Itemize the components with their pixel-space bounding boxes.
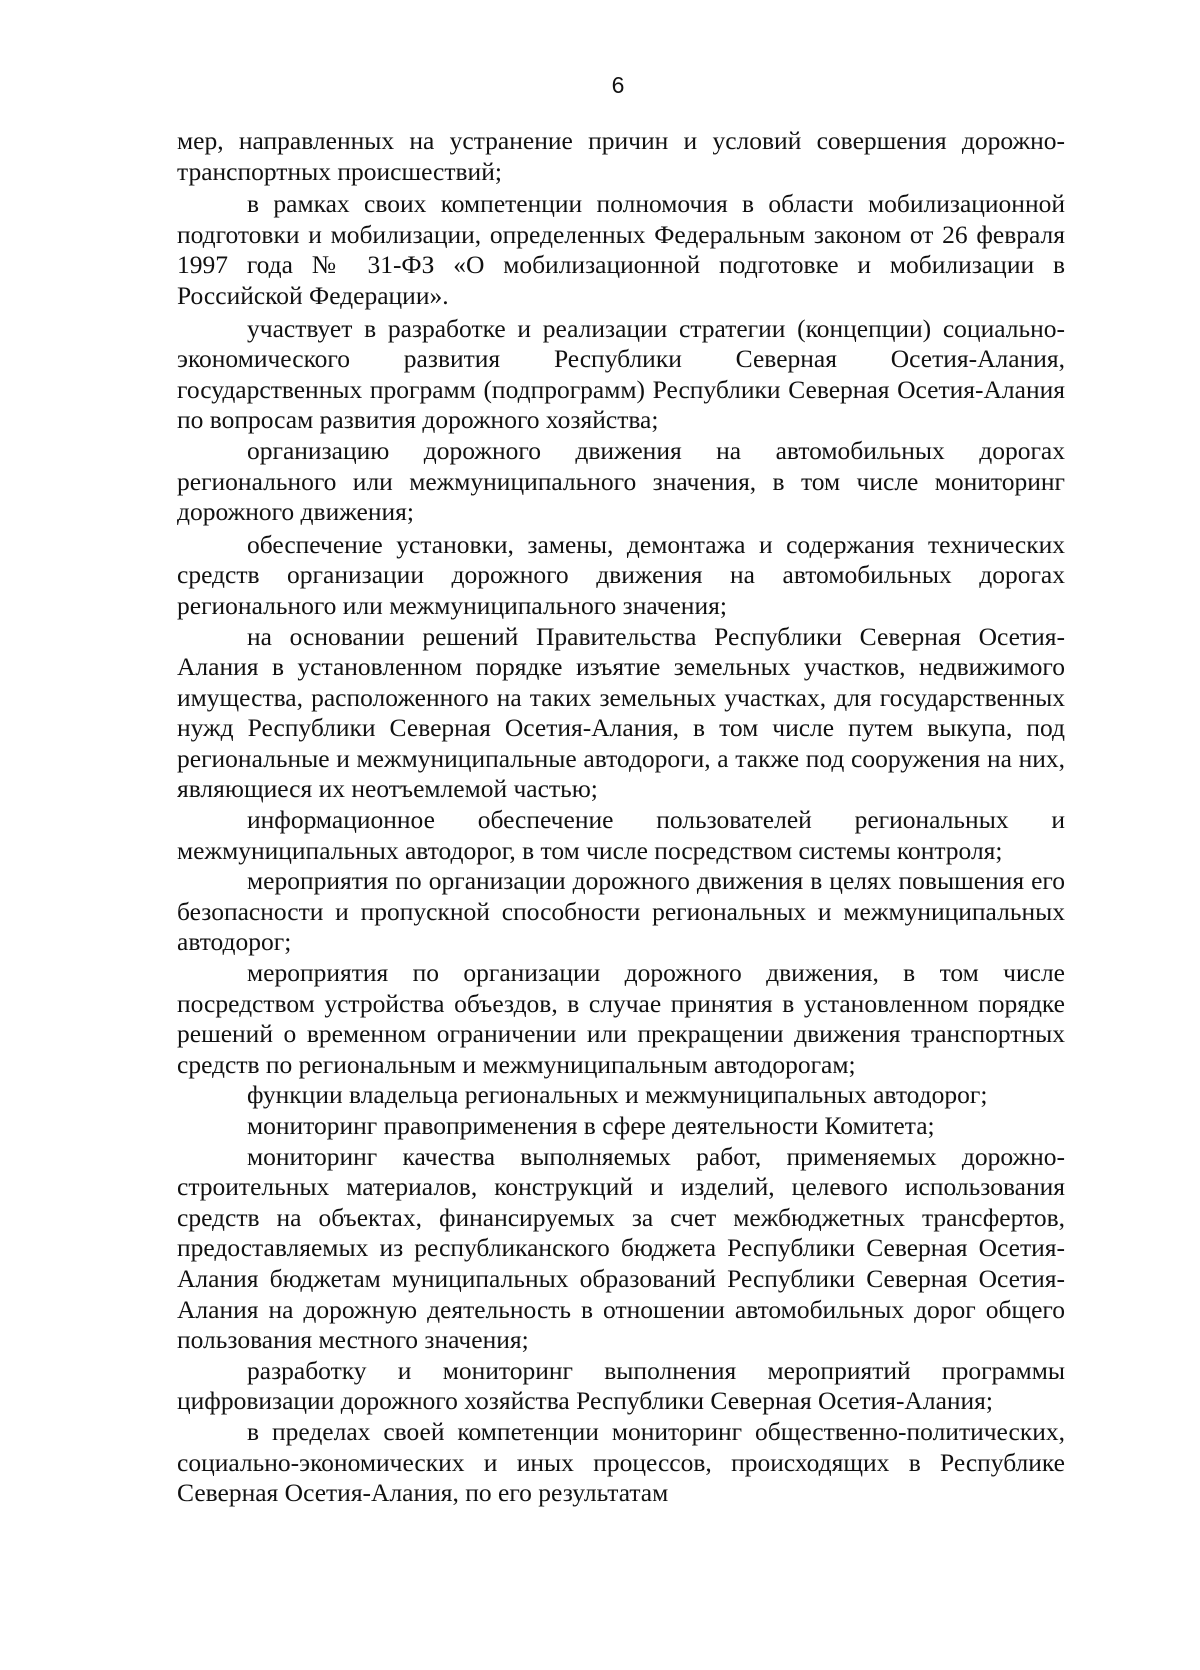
- paragraph: на основании решений Правительства Республики Северная Осетия-Алания в установленном порядке изъятие земельных участков, недвижимого имущества, расположенного на таких земельных участках, для государственных нужд Республики Северная Осетия-Алания, в том числе путем выкупа, под региональные и межмуниципальные автодороги, а также под сооружения на них, являющиеся их неотъемлемой частью;: [177, 621, 1065, 804]
- paragraph: функции владельца региональных и межмуниципальных автодорог;: [247, 1080, 988, 1110]
- paragraph: в пределах своей компетенции мониторинг общественно-политических, социально-экономических и иных процессов, происходящих в Республике Северная Осетия-Алания, по его результатам: [177, 1416, 1065, 1508]
- paragraph: разработку и мониторинг выполнения мероприятий программы цифровизации дорожного хозяйства Республики Северная Осетия-Алания;: [177, 1355, 1065, 1416]
- paragraph: обеспечение установки, замены, демонтажа и содержания технических средств организации дорожного движения на автомобильных дорогах регионального или межмуниципального значения;: [177, 529, 1065, 620]
- paragraph: мероприятия по организации дорожного движения в целях повышения его безопасности и пропускной способности региональных и межмуниципальных автодорог;: [177, 866, 1065, 957]
- paragraph: организацию дорожного движения на автомобильных дорогах регионального или межмуниципального значения, в том числе мониторинг дорожного движения;: [177, 435, 1065, 527]
- paragraph: в рамках своих компетенции полномочия в области мобилизационной подготовки и мобилизации, определенных Федеральным законом от 26 февраля 1997 года № 31-ФЗ «О мобилизационной подготовке и мобилизации в Российской Федерации».: [177, 189, 1065, 310]
- paragraph: мероприятия по организации дорожного движения, в том числе посредством устройства объездов, в случае принятия в установленном порядке решений о временном ограничении или прекращении движения транспортных средств по региональным и межмуниципальным автодорогам;: [177, 958, 1065, 1079]
- document-body: [177, 126, 1065, 1509]
- paragraph: информационное обеспечение пользователей региональных и межмуниципальных автодорог, в том числе посредством системы контроля;: [177, 805, 1065, 865]
- page-number: 6: [611, 72, 625, 98]
- paragraph: мониторинг правоприменения в сфере деятельности Комитета;: [247, 1111, 935, 1140]
- paragraph: мер, направленных на устранение причин и условий совершения дорожно-транспортных происшествий;: [177, 126, 1065, 186]
- paragraph: участвует в разработке и реализации стратегии (концепции) социально-экономического развития Республики Северная Осетия-Алания, государственных программ (подпрограмм) Республики Северная Осетия-Алания по вопросам развития дорожного хозяйства;: [177, 313, 1065, 435]
- paragraph: мониторинг качества выполняемых работ, применяемых дорожно-строительных материалов, конструкций и изделий, целевого использования средств на объектах, финансируемых за счет межбюджетных трансфертов, предоставляемых из республиканского бюджета Республики Северная Осетия-Алания бюджетам муниципальных образований Республики Северная Осетия-Алания на дорожную деятельность в отношении автомобильных дорог общего пользования местного значения;: [177, 1141, 1065, 1355]
